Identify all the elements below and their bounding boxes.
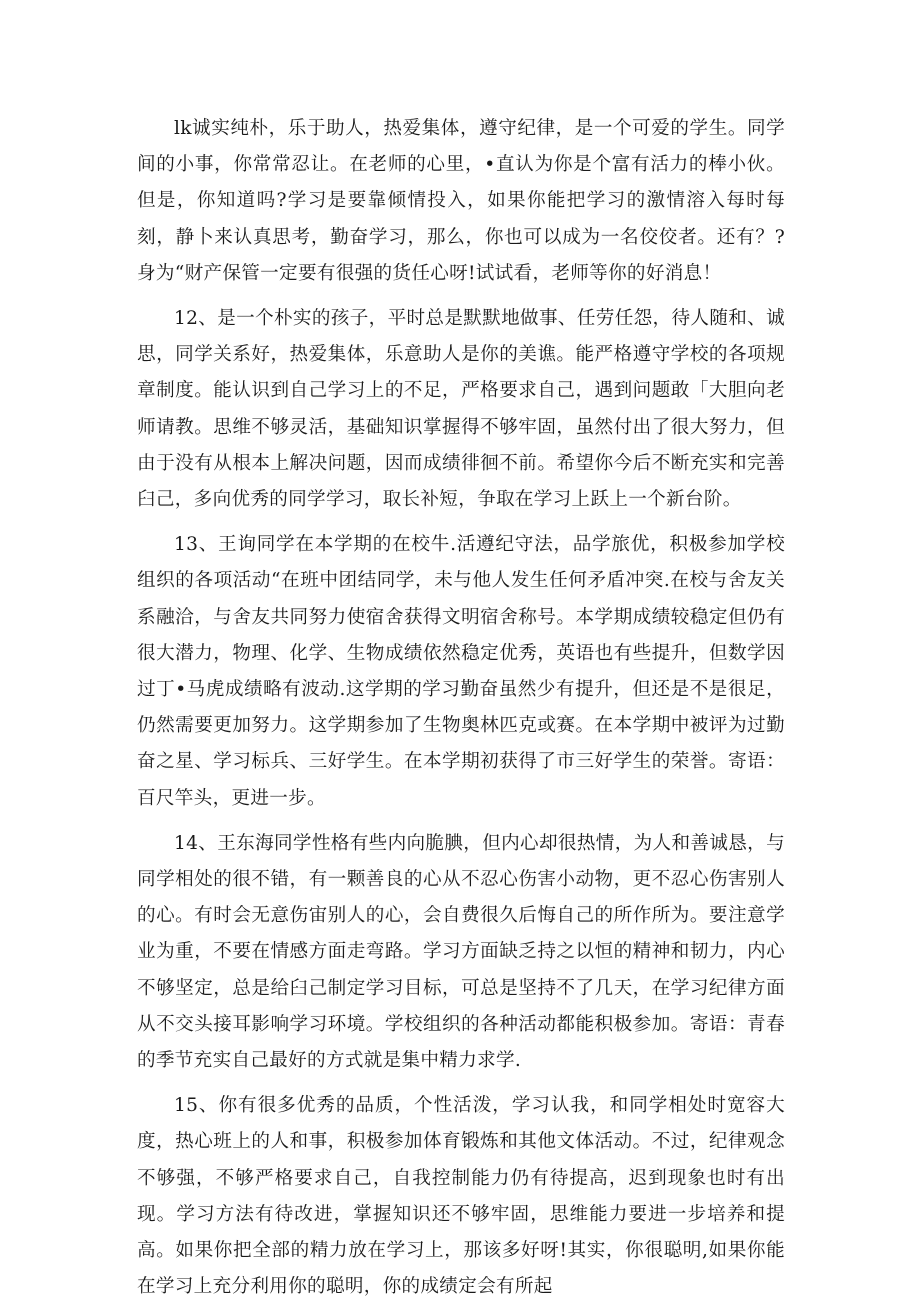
comment-paragraph-13: 13、王询同学在本学期的在校牛.活遵纪守法，品学旅优，积极参加学校组织的各项活动“在班中团结同学，未与他人发生任何矛盾冲突.在校与舍友关系融洽，与舍友共同努力使宿舍获得文明宿舍称号。本学期成绩较稳定但仍有很大潜力，物理、化学、生物成绩依然稳定优秀，英语也有些提升，但数学因过丁•马虎成绩略有波动.这学期的学习勤奋虽然少有提升，但还是不是很足，仍然需要更加努力。这学期参加了生物奥林匹克或赛。在本学期中被评为过勤奋之星、学习标兵、三好学生。在本学期初获得了市三好学生的荣誉。寄语：百尺竿头，更进一步。	[137, 534, 785, 809]
comment-paragraph-15: 15、你有很多优秀的品质，个性活泼，学习认我，和同学相处时宽容大度，热心班上的人和事，积极参加体育锻炼和其他文体活动。不过，纪律观念不够强，不够严格要求自己，自我控制能力仍有待提高，迟到现象也时有出现。学习方法有待改进，掌握知识还不够牢固，思维能力要进一步培养和提高。如果你把全部的精力放在学习上，那该多好呀!其实，你很聪明,如果你能在学习上充分利用你的聪明，你的成绩定会有所起	[137, 1095, 785, 1298]
document-body	[137, 111, 785, 1315]
comment-paragraph-12: 12、是一个朴实的孩子，平时总是默默地做事、任劳任怨，待人随和、诚思，同学关系好，热爱集体，乐意助人是你的美谯。能严格遵守学校的各项规章制度。能认识到自己学习上的不足，严格要求自己，遇到问题敢「大胆向老师请教。思维不够灵活，基础知识掌握得不够牢固，虽然付出了很大努力，但由于没有从根本上解决问题，因而成绩徘徊不前。希望你今后不断充实和完善臼己，多向优秀的同学学习，取长补短，争取在学习上跃上一个新台阶。	[137, 308, 785, 511]
comment-paragraph-11: lk诚实纯朴，乐于助人，热爱集体，遵守纪律，是一个可爱的学生。同学间的小事，你常常忍让。在老师的心里，•直认为你是个富有活力的棒小伙。但是，你知道吗?学习是要靠倾情投入，如果你能把学习的激情溶入每时每刻，静卜来认真思考，勤奋学习，那么，你也可以成为一名佼佼者。还有？?身为“财产保管一定要有很强的货任心呀!试试看，老师等你的好消息！	[137, 118, 785, 284]
comment-paragraph-14: 14、王东海同学性格有些内向脆腆，但内心却很热情，为人和善诚恳，与同学相处的很不错，有一颗善良的心从不忍心伤害小动物，更不忍心伤害别人的心。有时会无意伤宙别人的心，会自费很久后悔自己的所作所为。要注意学业为重，不要在情感方面走弯路。学习方面缺乏持之以恒的精神和韧力，内心不够坚定，总是给臼己制定学习目标，可总是坚持不了几天，在学习纪律方面从不交头接耳影响学习环境。学校组织的各种活动都能积极参加。寄语：青春的季节充实自己最好的方式就是集中精力求学.	[137, 832, 785, 1072]
